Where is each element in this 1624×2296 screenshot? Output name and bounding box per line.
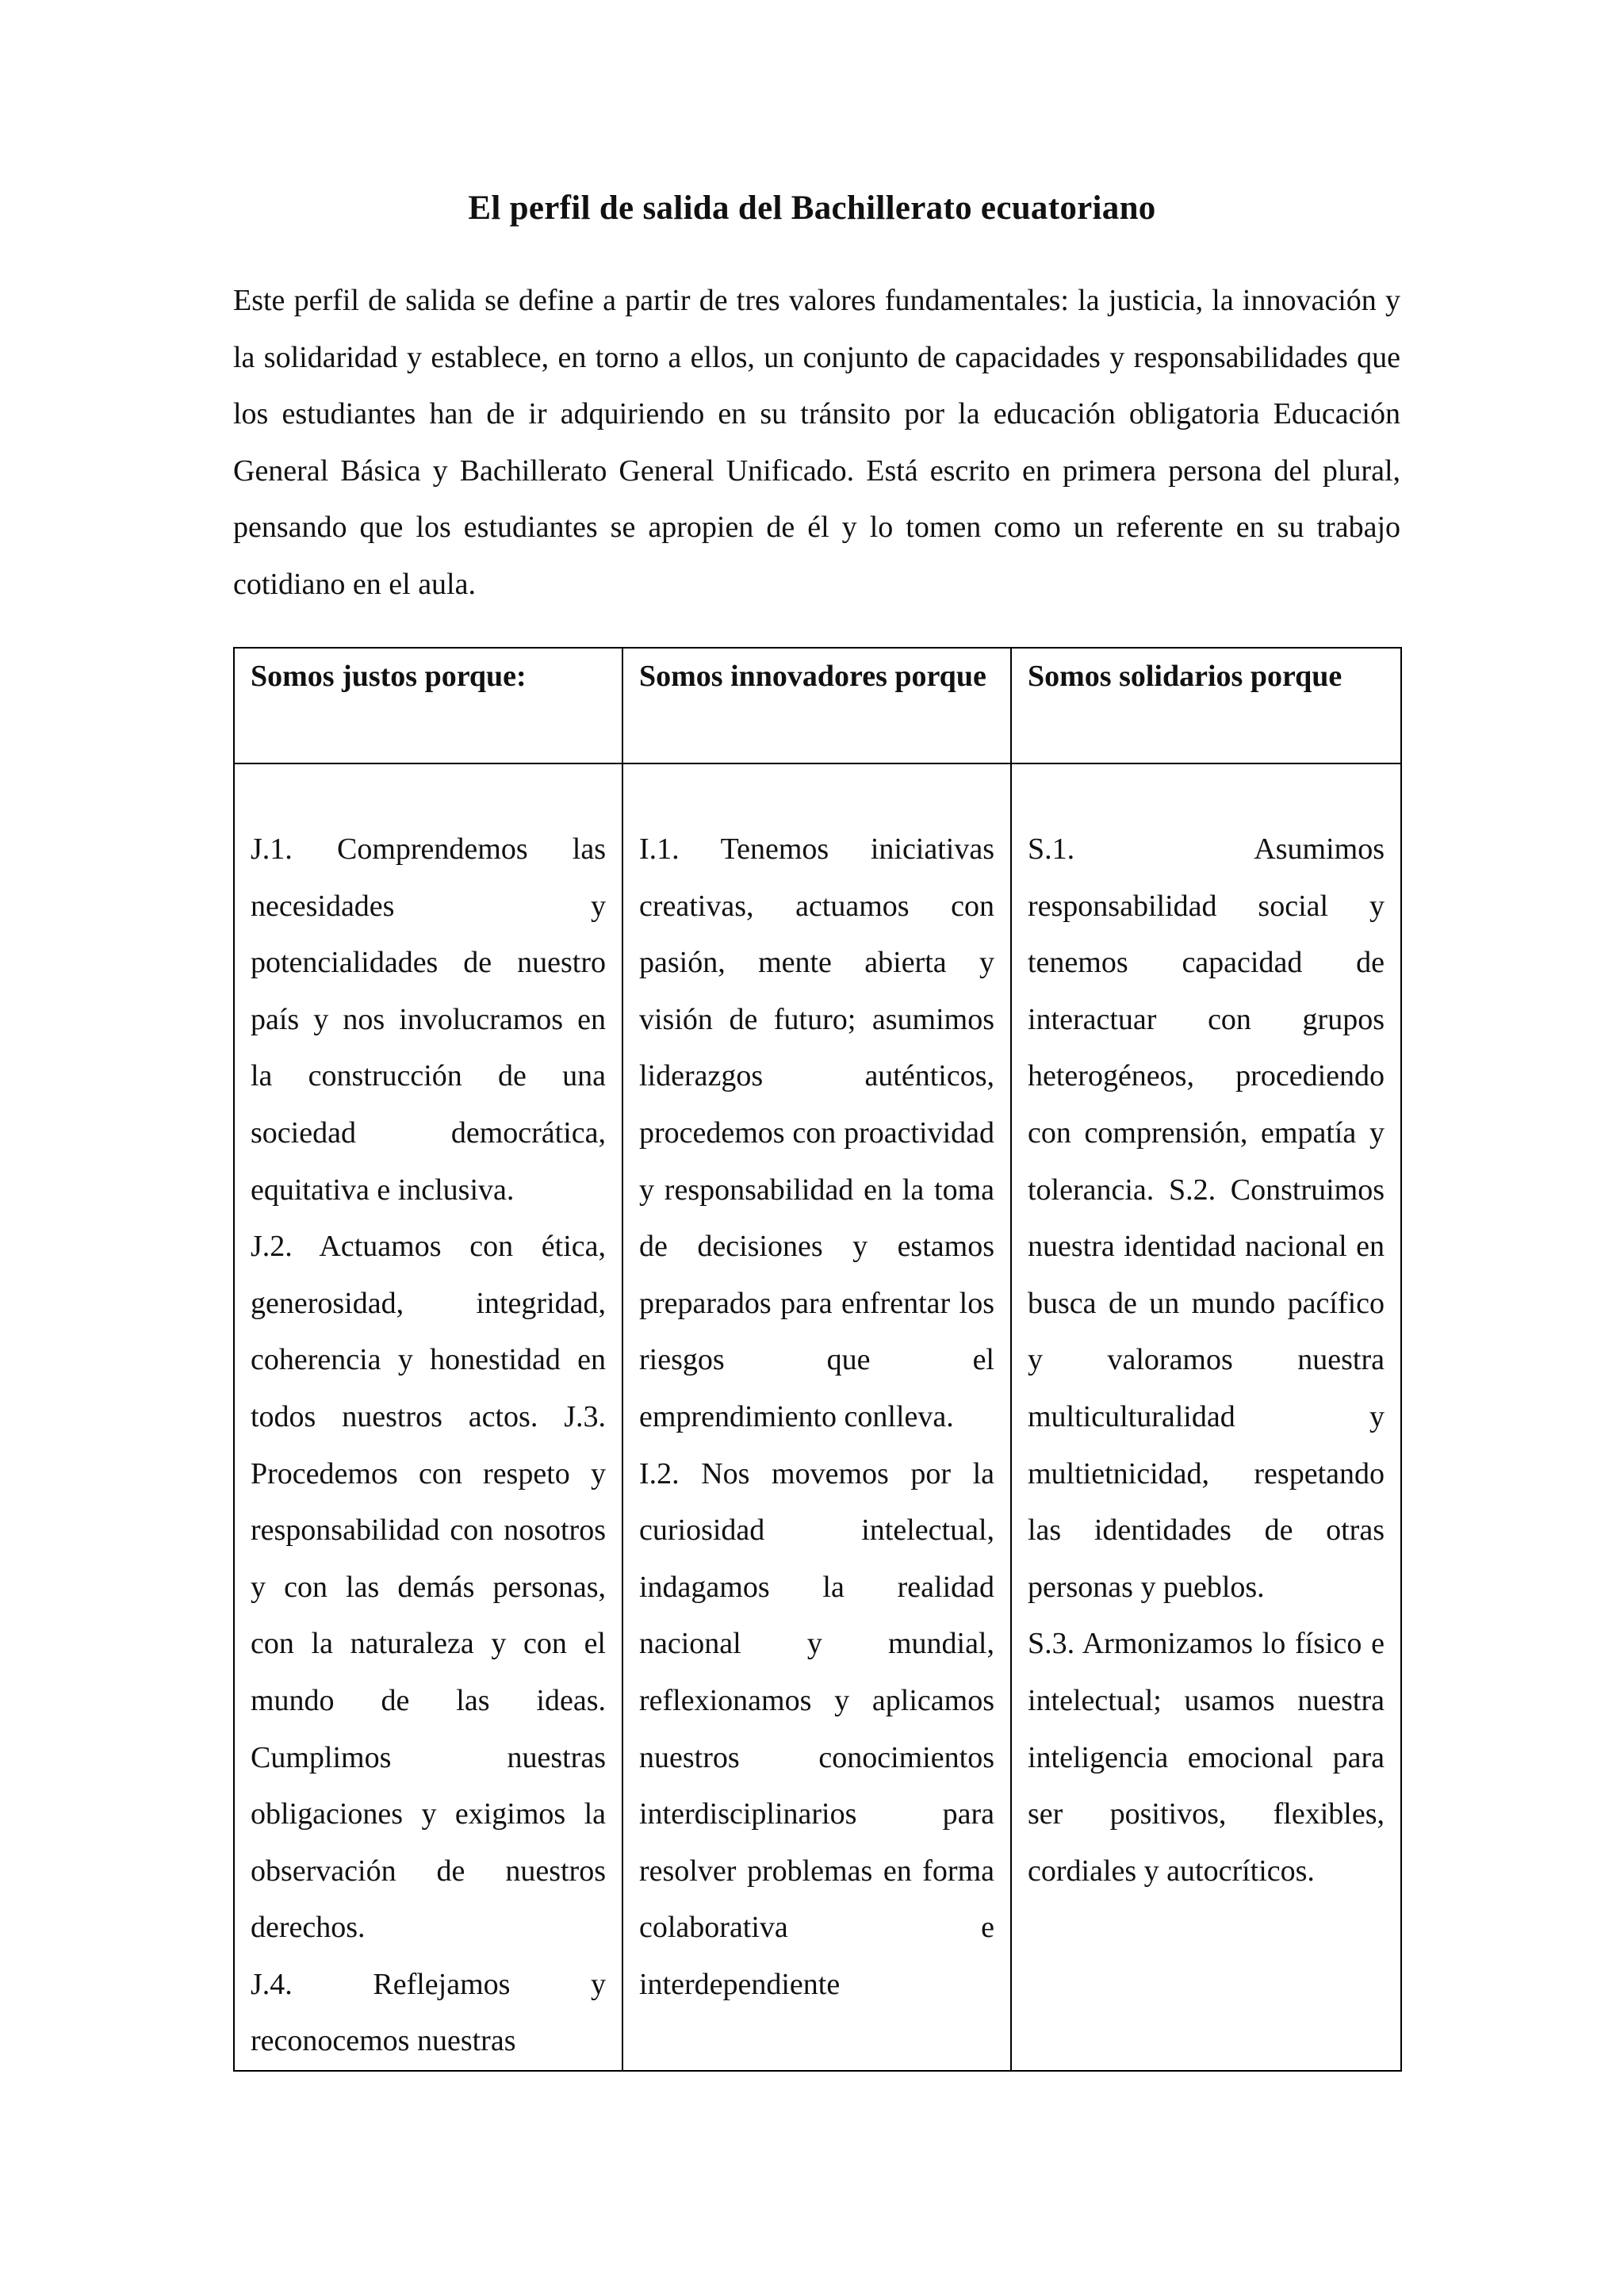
header-solidarios: Somos solidarios porque [1011,648,1401,763]
intro-paragraph: Este perfil de salida se define a partir de tres valores fundamentales: la justicia, la innovación y la solidaridad y establece, en torno a ellos, un conjunto de capacidades y responsabilidades que los estudiantes han de ir adquiriendo en su tránsito por la educación obligatoria Educación General Básica y Bachillerato General Unificado. Está escrito en primera persona del plural, pensando que los estudiantes se apropien de él y lo tomen como un referente en su trabajo cotidiano en el aula. [233,284,1400,601]
paragraph-i2: I.2. Nos movemos por la curiosidad intelectual, indagamos la realidad nacional y mundial, reflexionamos y aplicamos nuestros conocimientos interdisciplinarios para resolver problemas en forma colaborativa e interdependiente [639,1456,994,2001]
paragraph-j1: J.1. Comprendemos las necesidades y potencialidades de nuestro país y nos involucramos en la construcción de una sociedad democrática, equitativa e inclusiva. [251,832,606,1207]
profile-table [233,647,1402,2072]
header-innovadores: Somos innovadores porque [622,648,1011,763]
cell-justos [234,763,622,2071]
paragraph-i1: I.1. Tenemos iniciativas creativas, actuamos con pasión, mente abierta y visión de futuro; asumimos liderazgos auténticos, procedemos con proactividad y responsabilidad en la toma de decisiones y estamos preparados para enfrentar los riesgos que el emprendimiento conlleva. [639,832,994,1433]
paragraph-j2-j3: J.2. Actuamos con ética, generosidad, integridad, coherencia y honestidad en todos nuestros actos. J.3. Procedemos con respeto y responsabilidad con nosotros y con las demás personas, con la naturaleza y con el mundo de las ideas. Cumplimos nuestras obligaciones y exigimos la observación de nuestros derechos. [251,1230,606,1945]
cell-solidarios [1011,763,1401,2071]
table-header-row [234,648,1401,763]
paragraph-s3: S.3. Armonizamos lo físico e intelectual; usamos nuestra inteligencia emocional para ser positivos, flexibles, cordiales y autocríticos. [1028,1627,1385,1888]
paragraph-j4: J.4. Reflejamos y reconocemos nuestras [251,1967,606,2058]
header-justos: Somos justos porque: [234,648,622,763]
cell-innovadores [622,763,1011,2071]
table-body-row [234,763,1401,2071]
paragraph-s1-s2: S.1. Asumimos responsabilidad social y tenemos capacidad de interactuar con grupos heterogéneos, procediendo con comprensión, empatía y tolerancia. S.2. Construimos nuestra identidad nacional en busca de un mundo pacífico y valoramos nuestra multiculturalidad y multietnicidad, respetando las identidades de otras personas y pueblos. [1028,832,1385,1604]
document-title: El perfil de salida del Bachillerato ecuatoriano [468,189,1156,227]
